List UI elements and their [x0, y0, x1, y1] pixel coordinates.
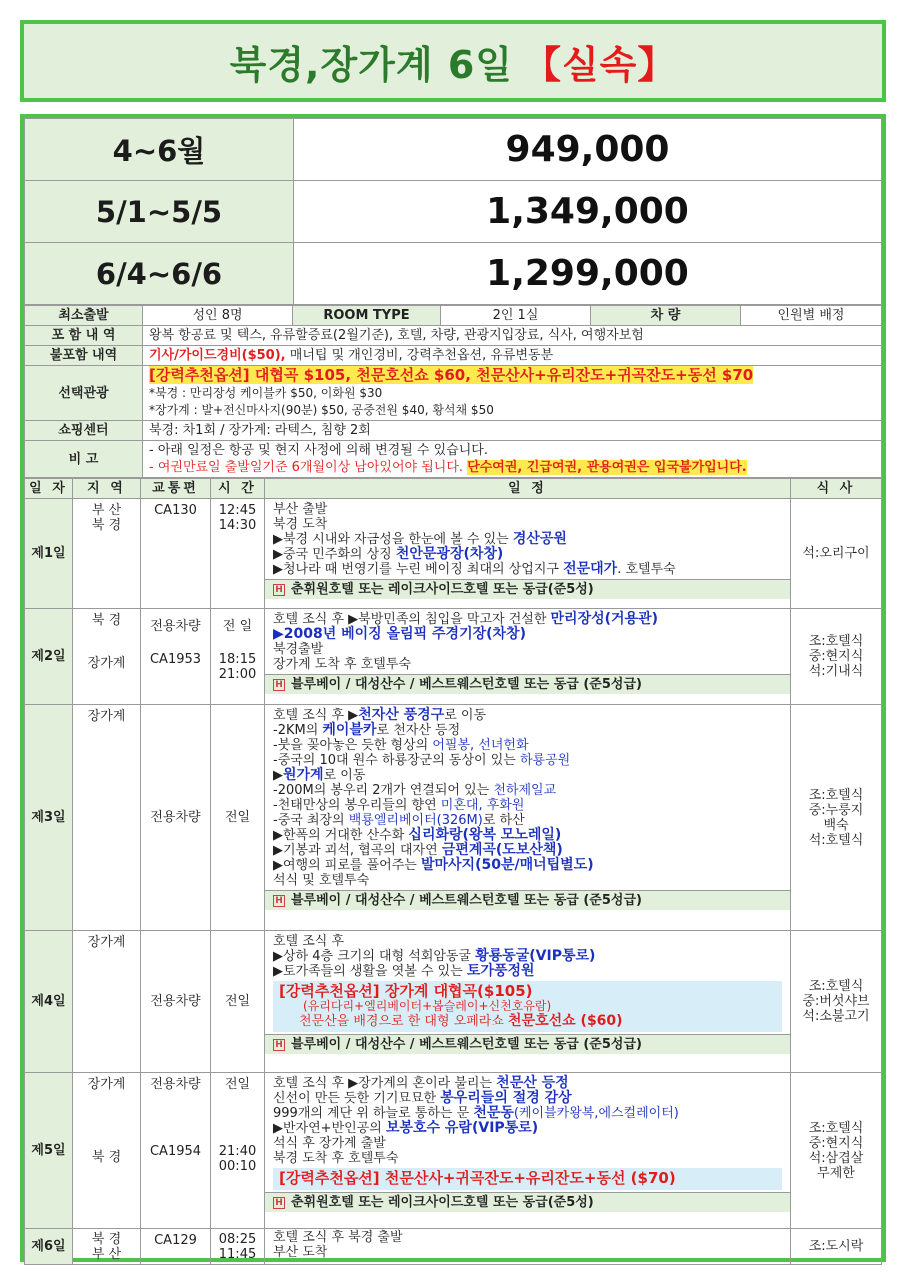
price-value: 949,000	[294, 119, 882, 181]
day-transport: 전용차량 CA1954	[141, 1073, 211, 1229]
day-plan: 부산 출발 북경 도착 ▶북경 시내와 자금성을 한눈에 볼 수 있는 경산공원 ▶중국 민주화의 상징 천안문광장(차창) ▶청나라 때 번영기를 누린 베이징 최대의 상업지구 전문대가. 호텔투숙 H 춘휘원호텔 또는 레이크사이드호텔 또는 동급(준5성)	[265, 499, 791, 609]
shop-label: 쇼핑센터	[25, 421, 143, 441]
option-beijing: *북경 : 만리장성 케이블카 $50, 이화원 $30	[149, 386, 383, 400]
price-period: 6/4~6/6	[25, 243, 294, 305]
option-main: [강력추천옵션] 대협곡 $105, 천문호선쇼 $60, 천문산사+유리잔도+귀곡잔도+동선 $70	[149, 366, 754, 384]
day-time: 전일 21:40 00:10	[211, 1073, 265, 1229]
title-accent: 【실속】	[522, 42, 677, 87]
day-label: 제3일	[25, 705, 73, 931]
note-line-3: 단수여권, 긴급여권, 관용여권은 입국불가입니다.	[467, 460, 747, 475]
day-transport: CA129	[141, 1229, 211, 1265]
hotel-icon: H	[273, 679, 285, 691]
day-plan: 호텔 조식 후 ▶북방민족의 침입을 막고자 건설한 만리장성(거용관) ▶2008년 베이징 올림픽 주경기장(차창) 북경출발 장가계 도착 후 호텔투숙 H 블루베이 / 대성산수 / 베스트웨스턴호텔 또는 동급 (준5성급)	[265, 609, 791, 705]
room-label: ROOM TYPE	[293, 306, 441, 326]
day-meal: 조:호텔식 중:누룽지 백숙 석:호텔식	[791, 705, 882, 931]
day-transport: 전용차량	[141, 705, 211, 931]
title-main: 북경,장가계 6일	[229, 42, 513, 87]
schedule-table	[24, 478, 882, 1265]
price-row	[25, 119, 882, 181]
min-value: 성인 8명	[143, 306, 293, 326]
header-meal: 식 사	[791, 479, 882, 499]
itinerary-frame	[20, 114, 886, 1262]
day-transport: 전용차량 CA1953	[141, 609, 211, 705]
shop-value: 북경: 차1회 / 장가계: 라텍스, 침향 2회	[143, 421, 882, 441]
option-box: [강력추천옵션] 장가계 대협곡($105) (유리다리+엘리베이터+봅슬레이+신천호유람) 천문산을 배경으로 한 대형 오페라쇼 천문호선쇼 ($60)	[273, 981, 782, 1032]
day-label: 제6일	[25, 1229, 73, 1265]
exclude-value	[143, 346, 882, 366]
include-value: 왕복 항공료 및 텍스, 유류할증료(2월기준), 호텔, 차량, 관광지입장료, 식사, 여행자보험	[143, 326, 882, 346]
day-meal: 조:호텔식 중:현지식 석:기내식	[791, 609, 882, 705]
header-day: 일 자	[25, 479, 73, 499]
note-line-1: - 아래 일정은 항공 및 현지 사정에 의해 변경될 수 있습니다.	[149, 443, 488, 458]
day-meal: 조:도시락	[791, 1229, 882, 1265]
day-transport: 전용차량	[141, 931, 211, 1073]
option-box: [강력추천옵션] 천문산사+귀곡잔도+유리잔도+동선 ($70)	[273, 1168, 782, 1190]
hotel-line: H 블루베이 / 대성산수 / 베스트웨스턴호텔 또는 동급 (준5성급)	[265, 890, 790, 910]
price-period: 4~6월	[25, 119, 294, 181]
day-time: 12:45 14:30	[211, 499, 265, 609]
car-label: 차 량	[591, 306, 741, 326]
hotel-icon: H	[273, 1039, 285, 1051]
day-row	[25, 499, 882, 609]
day-meal: 조:호텔식 중:버섯샤브 석:소불고기	[791, 931, 882, 1073]
day-region: 부 산 북 경	[73, 499, 141, 609]
hotel-icon: H	[273, 895, 285, 907]
day-row	[25, 609, 882, 705]
option-value	[143, 366, 882, 421]
hotel-line: H 블루베이 / 대성산수 / 베스트웨스턴호텔 또는 동급 (준5성급)	[265, 1034, 790, 1054]
price-row	[25, 181, 882, 243]
day-time: 전 일 18:15 21:00	[211, 609, 265, 705]
day-row	[25, 1073, 882, 1229]
price-period: 5/1~5/5	[25, 181, 294, 243]
note-label: 비 고	[25, 441, 143, 478]
day-region: 북 경 부 산	[73, 1229, 141, 1265]
hotel-line: H 블루베이 / 대성산수 / 베스트웨스턴호텔 또는 동급 (준5성급)	[265, 674, 790, 694]
day-label: 제4일	[25, 931, 73, 1073]
option-zhangjiajie: *장가계 : 발+전신마사지(90분) $50, 공중전원 $40, 황석채 $50	[149, 403, 494, 417]
schedule-header	[25, 479, 882, 499]
note-value	[143, 441, 882, 478]
exclude-rest: 매너팁 및 개인경비, 강력추천옵션, 유류변동분	[285, 348, 554, 363]
day-plan: 호텔 조식 후 ▶장가계의 혼이라 불리는 천문산 등정 신선이 만든 듯한 기기묘묘한 봉우리들의 절경 감상 999개의 계단 위 하늘로 통하는 문 천문동(케이블카왕복,에스컬레이터) ▶반자연+반인공의 보봉호수 유람(VIP통로) 석식 후 장가계 출발 북경 도착 후 호텔투숙 [강력추천옵션] 천문산사+귀곡잔도+유리잔도+동선 ($70) H 춘휘원호텔 또는 레이크사이드호텔 또는 동급(준5성)	[265, 1073, 791, 1229]
note-line-2: - 여권만료일 출발일기준 6개월이상 남아있어야 됩니다.	[149, 460, 464, 475]
page-title	[20, 20, 886, 102]
header-region: 지 역	[73, 479, 141, 499]
info-table	[24, 305, 882, 478]
day-time: 전일	[211, 705, 265, 931]
hotel-icon: H	[273, 584, 285, 596]
day-region: 장가계	[73, 931, 141, 1073]
header-time: 시 간	[211, 479, 265, 499]
day-region: 장가계	[73, 705, 141, 931]
min-label: 최소출발	[25, 306, 143, 326]
day-time: 전일	[211, 931, 265, 1073]
exclude-guide-fee: 기사/가이드경비($50),	[149, 348, 286, 363]
day-transport: CA130	[141, 499, 211, 609]
price-table	[24, 118, 882, 305]
day-region: 북 경 장가계	[73, 609, 141, 705]
day-plan: 호텔 조식 후 ▶상하 4층 크기의 대형 석회암동굴 황룡동굴(VIP통로) ▶토가족들의 생활을 엿볼 수 있는 토가풍정원 [강력추천옵션] 장가계 대협곡($105) (유리다리+엘리베이터+봅슬레이+신천호유람) 천문산을 배경으로 한 대형 오페라쇼 천문호선쇼 ($60) H 블루베이 / 대성산수 / 베스트웨스턴호텔 또는 동급 (준5성급)	[265, 931, 791, 1073]
day-plan: 호텔 조식 후 ▶천자산 풍경구로 이동 -2KM의 케이블카로 천자산 등정 -붓을 꽂아놓은 듯한 형상의 어필봉, 선녀헌화 -중국의 10대 원수 하룡장군의 동상이 있는 하룡공원 ▶원가계로 이동 -200M의 봉우리 2개가 연결되어 있는 천하제일교 -천태만상의 봉우리들의 향연 미혼대, 후화원 -중국 최장의 백룡엘리베이터(326M)로 하산 ▶한폭의 거대한 산수화 십리화랑(왕복 모노레일) ▶기봉과 괴석, 협곡의 대자연 금편계곡(도보산책) ▶여행의 피로를 풀어주는 발마사지(50분/매너팁별도) 석식 및 호텔투숙 H 블루베이 / 대성산수 / 베스트웨스턴호텔 또는 동급 (준5성급)	[265, 705, 791, 931]
exclude-label: 불포함 내역	[25, 346, 143, 366]
include-label: 포 함 내 역	[25, 326, 143, 346]
day-meal: 조:호텔식 중:현지식 석:삼겹살 무제한	[791, 1073, 882, 1229]
day-plan: 호텔 조식 후 북경 출발 부산 도착	[265, 1229, 791, 1265]
day-row	[25, 1229, 882, 1265]
day-label: 제1일	[25, 499, 73, 609]
hotel-line: H 춘휘원호텔 또는 레이크사이드호텔 또는 동급(준5성)	[265, 1192, 790, 1212]
hotel-line: H 춘휘원호텔 또는 레이크사이드호텔 또는 동급(준5성)	[265, 579, 790, 599]
day-meal: 석:오리구이	[791, 499, 882, 609]
car-value: 인원별 배정	[741, 306, 882, 326]
price-value: 1,299,000	[294, 243, 882, 305]
price-row	[25, 243, 882, 305]
day-label: 제5일	[25, 1073, 73, 1229]
option-label: 선택관광	[25, 366, 143, 421]
hotel-icon: H	[273, 1197, 285, 1209]
day-time: 08:25 11:45	[211, 1229, 265, 1265]
header-plan: 일 정	[265, 479, 791, 499]
day-region: 장가계 북 경	[73, 1073, 141, 1229]
price-value: 1,349,000	[294, 181, 882, 243]
day-label: 제2일	[25, 609, 73, 705]
day-row	[25, 705, 882, 931]
room-value: 2인 1실	[441, 306, 591, 326]
day-row	[25, 931, 882, 1073]
header-transport: 교통편	[141, 479, 211, 499]
